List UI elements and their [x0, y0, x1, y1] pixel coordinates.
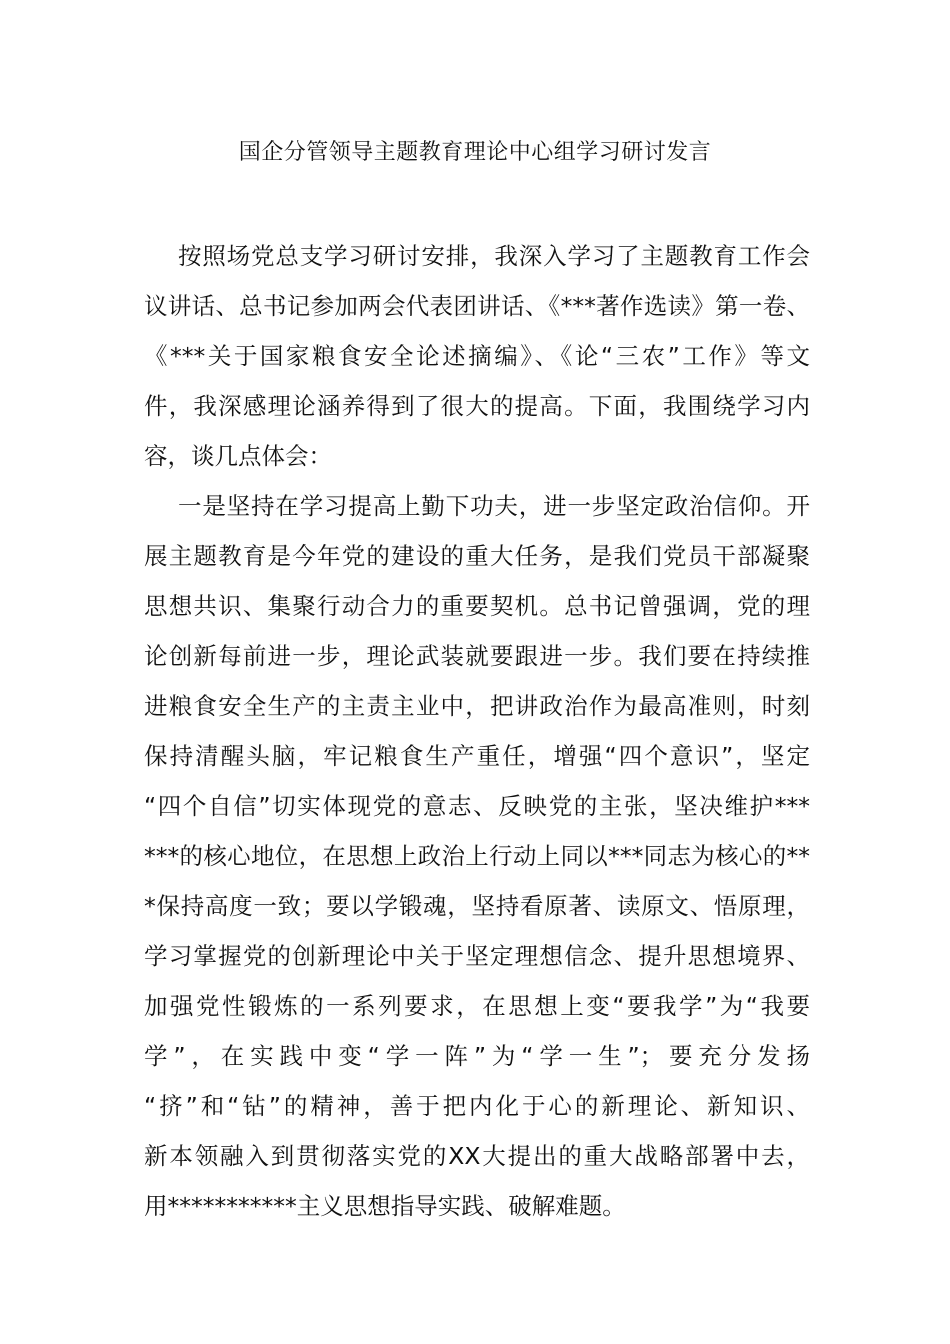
body-line: *保持高度一致；要以学锻魂，坚持看原著、读原文、悟原理， [144, 892, 810, 920]
body-line: 件，我深感理论涵养得到了很大的提高。下面，我围绕学习内 [144, 392, 810, 420]
body-line: 加强党性锻炼的一系列要求，在思想上变“要我学”为“我要 [144, 992, 810, 1020]
body-line: “挤”和“钻”的精神，善于把内化于心的新理论、新知识、 [144, 1092, 810, 1120]
body-line: 用***********主义思想指导实践、破解难题。 [144, 1192, 626, 1220]
body-line: 保持清醒头脑，牢记粮食生产重任，增强“四个意识”，坚定 [144, 742, 810, 770]
document-title: 国企分管领导主题教育理论中心组学习研讨发言 [238, 140, 712, 165]
body-line: 容，谈几点体会： [144, 442, 332, 470]
body-line: 议讲话、总书记参加两会代表团讲话、《***著作选读》第一卷、 [144, 292, 810, 320]
document-body [144, 231, 810, 1231]
body-line: “四个自信”切实体现党的意志、反映党的主张，坚决维护*** [144, 792, 810, 820]
body-line: 展主题教育是今年党的建设的重大任务，是我们党员干部凝聚 [144, 542, 810, 570]
body-line: 新本领融入到贯彻落实党的XX大提出的重大战略部署中去， [144, 1142, 810, 1170]
body-line: 一是坚持在学习提高上勤下功夫，进一步坚定政治信仰。开 [178, 492, 810, 520]
body-line: 学习掌握党的创新理论中关于坚定理想信念、提升思想境界、 [144, 942, 810, 970]
body-line: 学”，在实践中变“学一阵”为“学一生”；要充分发扬 [144, 1042, 810, 1070]
body-line: 按照场党总支学习研讨安排，我深入学习了主题教育工作会 [178, 242, 810, 270]
body-line: ***的核心地位，在思想上政治上行动上同以***同志为核心的** [144, 842, 810, 870]
body-line: 论创新每前进一步，理论武装就要跟进一步。我们要在持续推 [144, 642, 810, 670]
body-line: 《***关于国家粮食安全论述摘编》、《论“三农”工作》等文 [144, 342, 810, 370]
body-line: 进粮食安全生产的主责主业中，把讲政治作为最高准则，时刻 [144, 692, 810, 720]
body-line: 思想共识、集聚行动合力的重要契机。总书记曾强调，党的理 [144, 592, 810, 620]
